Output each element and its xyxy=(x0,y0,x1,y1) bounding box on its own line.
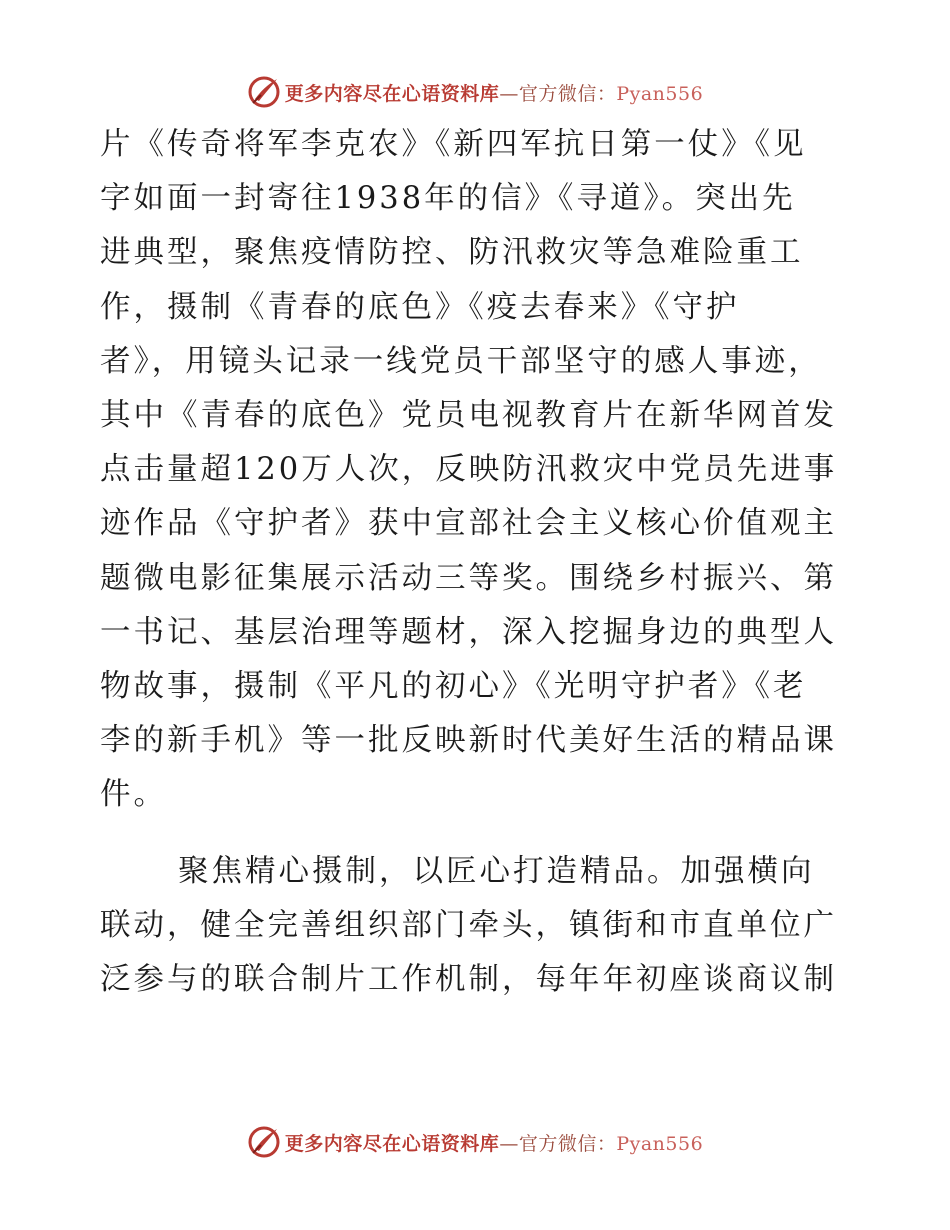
text-line: 进典型，聚焦疫情防控、防汛救灾等急难险重工 xyxy=(100,235,804,271)
watermark-text: 更多内容尽在心语资料库—官方微信：Pyan556 xyxy=(284,1132,704,1155)
text-line: 一书记、基层治理等题材，深入挖掘身边的典型人 xyxy=(100,614,837,650)
text-line: 片《传奇将军李克农》《新四军抗日第一仗》《见 xyxy=(100,127,807,162)
quill-logo-icon xyxy=(247,1125,281,1159)
watermark-text: 更多内容尽在心语资料库—官方微信：Pyan556 xyxy=(284,82,704,105)
paragraph-2 xyxy=(100,845,850,1008)
header-watermark xyxy=(0,72,950,112)
text-line: 泛参与的联合制片工作机制，每年年初座谈商议制 xyxy=(100,962,837,998)
text-line: 者》，用镜头记录一线党员干部坚守的感人事迹， xyxy=(100,343,822,379)
footer-watermark xyxy=(0,1122,950,1162)
text-line: 李的新手机》等一批反映新时代美好生活的精品课 xyxy=(100,723,837,759)
text-line: 题微电影征集展示活动三等奖。围绕乡村振兴、第 xyxy=(100,560,837,596)
text-line: 聚焦精心摄制，以匠心打造精品。加强横向 xyxy=(178,853,815,889)
text-line: 联动，健全完善组织部门牵头，镇街和市直单位广 xyxy=(100,907,837,943)
text-line: 点击量超120万人次，反映防汛救灾中党员先进事 xyxy=(100,452,838,488)
text-line: 迹作品《守护者》获中宣部社会主义核心价值观主 xyxy=(100,506,837,542)
body-text xyxy=(100,118,850,1007)
text-line: 作，摄制《青春的底色》《疫去春来》《守护 xyxy=(100,289,740,325)
text-line: 件。 xyxy=(100,777,167,813)
text-line: 字如面一封寄往1938年的信》《寻道》。突出先 xyxy=(100,181,796,217)
text-line: 物故事，摄制《平凡的初心》《光明守护者》《老 xyxy=(100,669,807,705)
quill-logo-icon xyxy=(247,75,281,109)
text-line: 其中《青春的底色》党员电视教育片在新华网首发 xyxy=(100,398,837,434)
paragraph-1 xyxy=(100,118,850,823)
